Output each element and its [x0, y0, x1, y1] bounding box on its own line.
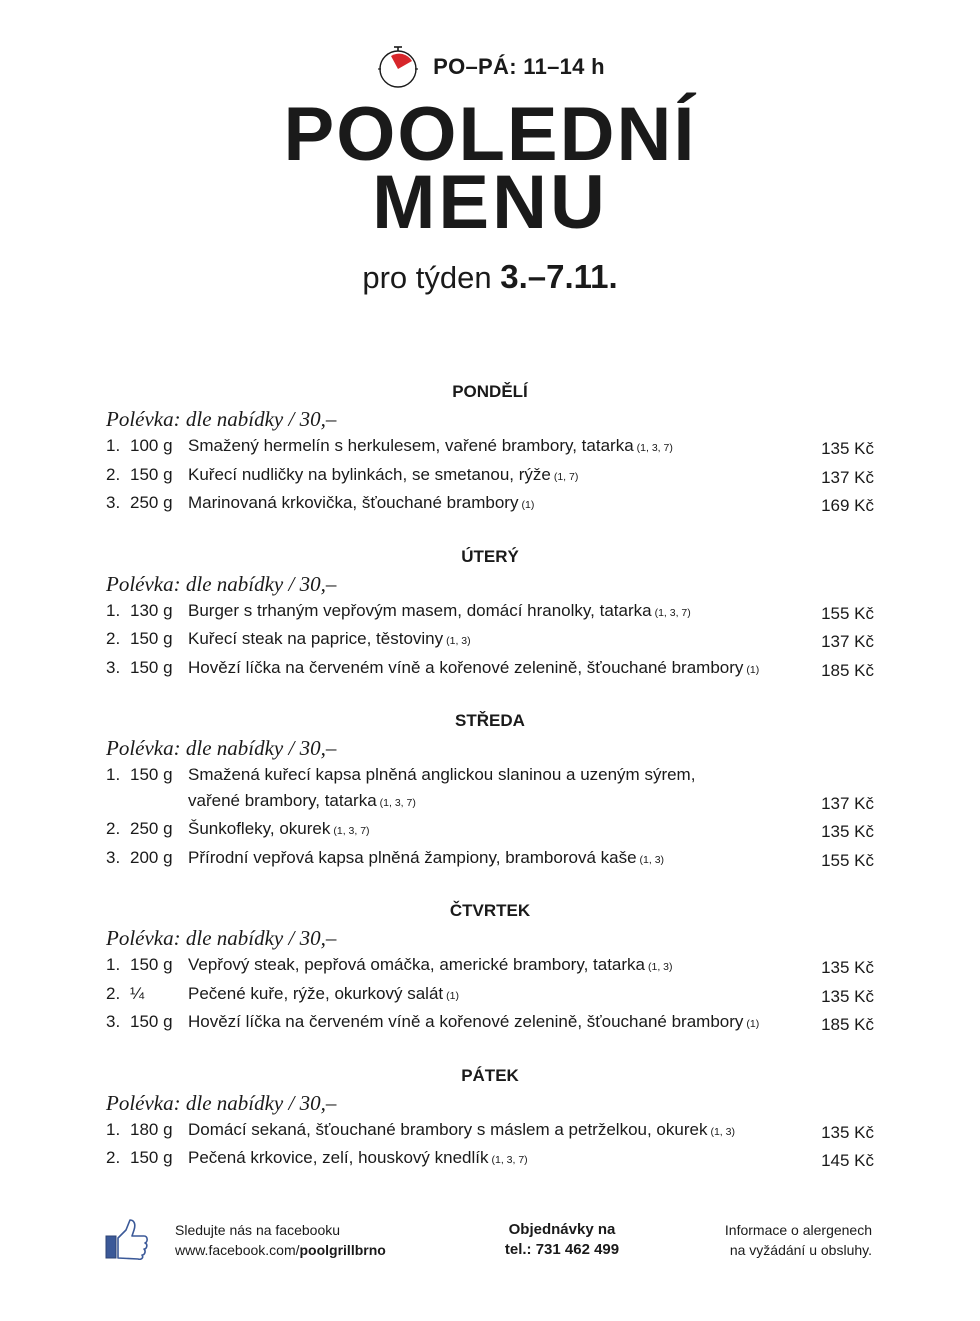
item-price: 145 Kč	[821, 1151, 874, 1170]
item-text: Vepřový steak, pepřová omáčka, americké brambory, tatarka	[188, 955, 645, 974]
item-text: Pečená krkovice, zelí, houskový knedlík	[188, 1148, 489, 1167]
menu-item	[106, 1009, 874, 1038]
item-description	[188, 626, 794, 655]
item-weight: 150 g	[130, 765, 173, 784]
order-phone[interactable]: tel.: 731 462 499	[504, 1241, 620, 1258]
item-text: Pečené kuře, rýže, okurkový salát	[188, 983, 444, 1003]
item-text: Marinovaná krkovička, šťouchané brambory	[188, 493, 519, 512]
item-price: 137 Kč	[821, 632, 874, 651]
day-section	[106, 380, 874, 519]
item-description	[188, 433, 794, 462]
soup-line: Polévka: dle nabídky / 30,–	[106, 407, 337, 431]
item-number: 2.	[106, 983, 121, 1003]
menu-item	[106, 1117, 874, 1146]
menu-item	[106, 981, 874, 1010]
item-text: Přírodní vepřová kapsa plněná žampiony, bramborová kaše	[188, 847, 637, 867]
opening-hours: PO–PÁ: 11–14 h	[433, 54, 605, 79]
item-description-line	[188, 816, 794, 845]
item-number: 1.	[106, 436, 121, 455]
day-section	[106, 545, 874, 684]
menu-item	[106, 952, 874, 981]
week-line	[0, 258, 980, 296]
day-section	[106, 1064, 874, 1174]
item-number: 1.	[106, 600, 121, 620]
item-weight: 150 g	[130, 1012, 173, 1031]
soup-line: Polévka: dle nabídky / 30,–	[106, 926, 337, 950]
item-number: 2.	[106, 819, 121, 838]
item-weight: 150 g	[130, 955, 173, 974]
menu-item	[106, 655, 874, 684]
menu-item	[106, 845, 874, 874]
order-label: Objednávky na	[508, 1221, 616, 1238]
menu-item	[106, 626, 874, 655]
item-price: 135 Kč	[821, 1122, 874, 1142]
item-weight: 250 g	[130, 493, 173, 512]
item-description-line	[188, 490, 794, 519]
item-text: Domácí sekaná, šťouchané brambory s máslem a petrželkou, okurek	[188, 1119, 708, 1139]
day-title: PÁTEK	[461, 1065, 519, 1085]
item-allergens: (1, 3)	[446, 635, 471, 647]
item-price: 135 Kč	[821, 958, 874, 977]
item-price: 135 Kč	[821, 822, 874, 841]
item-allergens: (1)	[746, 663, 760, 676]
item-number: 1.	[106, 1119, 121, 1139]
item-description-line	[188, 762, 794, 788]
facebook-url-prefix: www.facebook.com/	[175, 1242, 300, 1258]
item-text: Kuřecí steak na paprice, těstoviny	[188, 629, 444, 648]
facebook-like-icon	[104, 1218, 150, 1260]
item-number: 3.	[106, 493, 121, 512]
item-text: Šunkofleky, okurek	[188, 819, 331, 838]
item-allergens: (1)	[746, 1018, 760, 1030]
item-price: 137 Kč	[821, 793, 874, 813]
item-allergens: (1, 3)	[639, 853, 665, 866]
item-price: 135 Kč	[821, 986, 874, 1006]
item-weight: 100 g	[130, 436, 173, 455]
soup-line: Polévka: dle nabídky / 30,–	[106, 736, 337, 760]
item-description	[188, 816, 794, 845]
facebook-link[interactable]	[175, 1240, 386, 1260]
weekly-menu	[106, 380, 874, 1200]
item-allergens: (1)	[521, 499, 535, 511]
facebook-follow-text: Sledujte nás na facebooku	[175, 1222, 341, 1238]
item-description	[188, 655, 794, 684]
item-weight: 180 g	[130, 1119, 173, 1139]
item-description	[188, 462, 794, 491]
item-number: 3.	[106, 847, 121, 867]
facebook-info	[175, 1220, 386, 1260]
item-text: Smažená kuřecí kapsa plněná anglickou slaninou a uzeným sýrem,	[188, 765, 696, 784]
item-allergens: (1, 3, 7)	[654, 606, 691, 619]
item-allergens: (1, 3, 7)	[333, 825, 370, 837]
item-weight: 200 g	[130, 847, 173, 867]
menu-item	[106, 598, 874, 627]
item-number: 2.	[106, 464, 121, 484]
item-allergens: (1, 3)	[648, 961, 673, 973]
item-description	[188, 490, 794, 519]
item-price: 137 Kč	[821, 467, 874, 487]
menu-item	[106, 462, 874, 491]
item-description-line	[188, 626, 794, 655]
menu-item	[106, 816, 874, 845]
item-weight: 130 g	[130, 600, 173, 620]
item-description	[188, 762, 794, 816]
item-description	[188, 598, 794, 627]
item-description-line	[188, 981, 794, 1010]
week-dates: 3.–7.11.	[500, 258, 618, 295]
item-text: Hovězí líčka na červeném víně a kořenové zelenině, šťouchané brambory	[188, 657, 744, 677]
item-weight: 150 g	[130, 657, 173, 677]
soup-line: Polévka: dle nabídky / 30,–	[106, 571, 337, 596]
item-number: 1.	[106, 765, 121, 784]
title-line-1: POOLEDNÍ	[283, 92, 697, 177]
day-title: ÚTERÝ	[461, 546, 519, 566]
item-description-line	[188, 1117, 794, 1146]
item-weight: 150 g	[130, 464, 173, 484]
item-text: Burger s trhaným vepřovým masem, domácí hranolky, tatarka	[188, 600, 652, 620]
item-description-line	[188, 655, 794, 684]
item-text: vařené brambory, tatarka	[188, 790, 377, 810]
item-number: 3.	[106, 657, 121, 677]
item-text: Smažený hermelín s herkulesem, vařené brambory, tatarka	[188, 436, 634, 455]
item-text: Kuřecí nudličky na bylinkách, se smetanou, rýže	[188, 464, 551, 484]
item-price: 185 Kč	[821, 660, 874, 680]
allergen-info-line-1: Informace o alergenech	[724, 1222, 872, 1238]
item-allergens: (1)	[446, 989, 459, 1002]
item-allergens: (1, 3, 7)	[491, 1154, 528, 1166]
item-price: 155 Kč	[821, 603, 874, 623]
day-title: PONDĚLÍ	[452, 382, 528, 401]
allergen-info	[725, 1220, 872, 1260]
item-allergens: (1, 3, 7)	[379, 796, 416, 809]
item-price: 169 Kč	[821, 496, 874, 515]
item-description-line	[188, 788, 794, 817]
item-description-line	[188, 1009, 794, 1038]
item-price: 155 Kč	[821, 850, 874, 870]
item-description-line	[188, 598, 794, 627]
footer	[0, 1216, 980, 1276]
item-number: 1.	[106, 955, 121, 974]
item-allergens: (1, 7)	[553, 470, 579, 483]
item-description	[188, 952, 794, 981]
menu-item	[106, 1145, 874, 1174]
soup-line: Polévka: dle nabídky / 30,–	[106, 1090, 337, 1115]
day-section	[106, 709, 874, 873]
week-prefix: pro týden	[362, 260, 492, 295]
item-description	[188, 981, 794, 1010]
item-weight: ¼	[130, 983, 145, 1003]
item-text: Hovězí líčka na červeném víně a kořenové zelenině, šťouchané brambory	[188, 1012, 744, 1031]
order-info	[462, 1220, 662, 1260]
item-number: 3.	[106, 1012, 121, 1031]
item-description	[188, 845, 794, 874]
item-description-line	[188, 433, 794, 462]
day-title: ČTVRTEK	[449, 901, 531, 920]
item-description	[188, 1009, 794, 1038]
item-weight: 150 g	[130, 629, 173, 648]
item-price: 185 Kč	[821, 1015, 874, 1034]
item-allergens: (1, 3)	[710, 1125, 735, 1138]
item-allergens: (1, 3, 7)	[636, 442, 673, 454]
item-description-line	[188, 845, 794, 874]
menu-item	[106, 490, 874, 519]
item-description-line	[188, 1145, 794, 1174]
title-line-2: MENU	[372, 160, 608, 245]
facebook-handle: poolgrillbrno	[299, 1242, 386, 1258]
item-weight: 250 g	[130, 819, 173, 838]
item-description	[188, 1145, 794, 1174]
menu-item	[106, 433, 874, 462]
day-title: STŘEDA	[455, 711, 525, 730]
item-number: 2.	[106, 1148, 121, 1167]
opening-hours-row	[0, 44, 980, 90]
item-number: 2.	[106, 629, 121, 648]
item-weight: 150 g	[130, 1148, 173, 1167]
item-description	[188, 1117, 794, 1146]
item-description-line	[188, 462, 794, 491]
item-description-line	[188, 952, 794, 981]
menu-item	[106, 762, 874, 816]
item-price: 135 Kč	[821, 439, 874, 458]
allergen-info-line-2: na vyžádání u obsluhy.	[729, 1242, 872, 1258]
timer-icon	[375, 44, 421, 90]
day-section	[106, 899, 874, 1038]
